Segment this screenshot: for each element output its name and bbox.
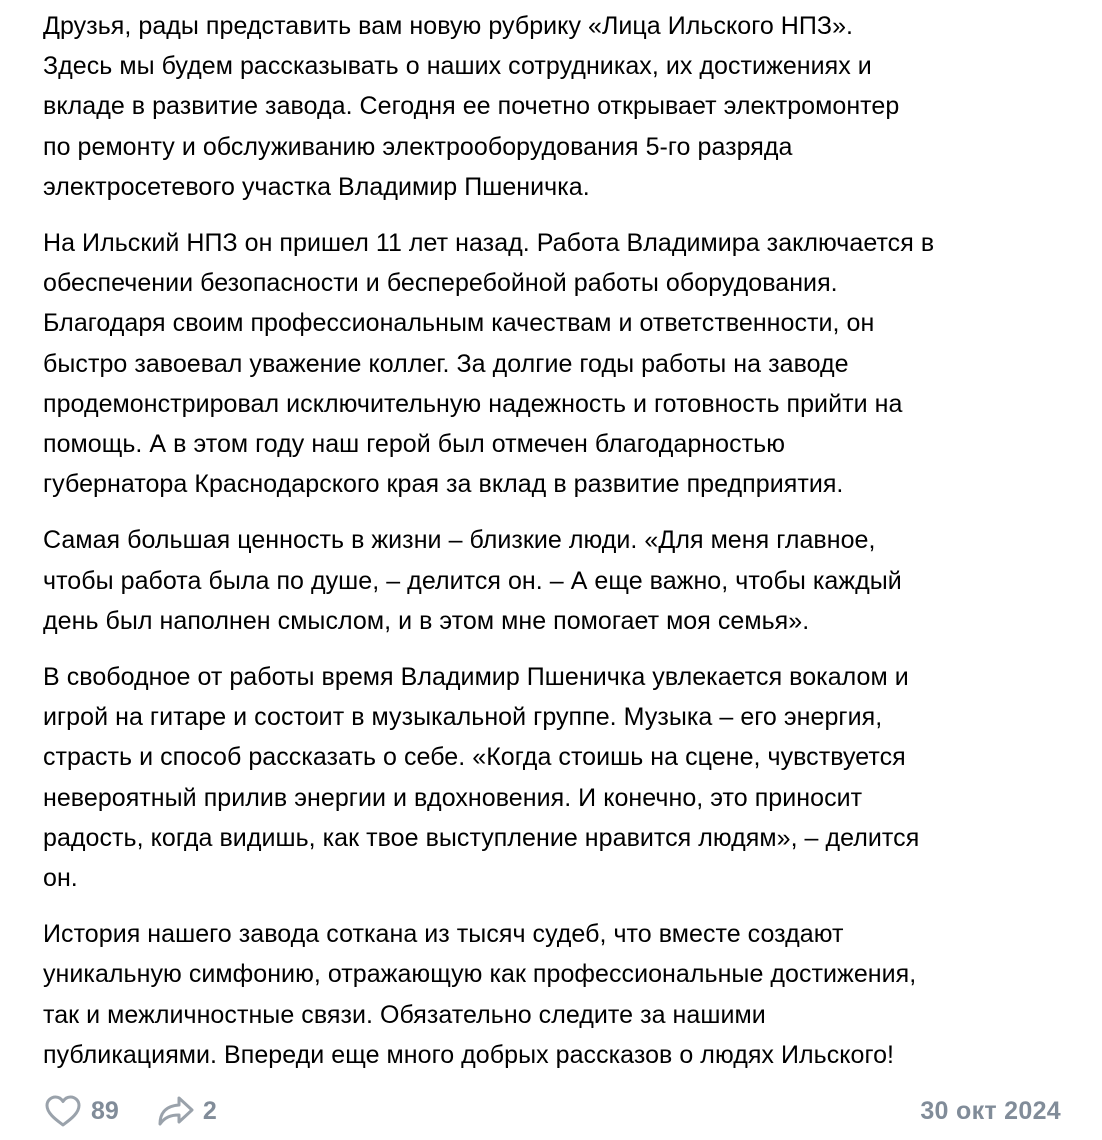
post-date[interactable]: 30 окт 2024: [920, 1096, 1061, 1125]
text-line: он.: [43, 864, 78, 893]
like-count: 89: [91, 1096, 119, 1125]
text-line: вкладе в развитие завода. Сегодня ее почетно открывает электромонтер: [43, 92, 900, 121]
text-line: помощь. А в этом году наш герой был отмечен благодарностью: [43, 430, 786, 459]
text-line: Благодаря своим профессиональным качествам и ответственности, он: [43, 309, 875, 338]
text-line: чтобы работа была по душе, – делится он. – А еще важно, чтобы каждый: [43, 566, 902, 595]
text-line: продемонстрировал исключительную надежность и готовность прийти на: [43, 389, 903, 418]
text-line: уникальную симфонию, отражающую как профессиональные достижения,: [43, 960, 917, 989]
share-button[interactable]: [155, 1091, 217, 1131]
heart-outline-icon: [43, 1091, 83, 1131]
text-line: публикациями. Впереди еще много добрых рассказов о людях Ильского!: [43, 1040, 895, 1069]
text-line: радость, когда видишь, как твое выступление нравится людям», – делится: [43, 823, 920, 852]
text-line: История нашего завода соткана из тысяч судеб, что вместе создают: [43, 920, 844, 949]
text-line: Здесь мы будем рассказывать о наших сотрудниках, их достижениях и: [43, 52, 872, 81]
text-line: обеспечении безопасности и бесперебойной работы оборудования.: [43, 269, 838, 298]
post-footer: [43, 1088, 1061, 1134]
text-line: Друзья, рады представить вам новую рубрику «Лица Ильского НПЗ».: [43, 12, 854, 40]
text-line: Самая большая ценность в жизни – близкие люди. «Для меня главное,: [43, 526, 876, 555]
text-line: страсть и способ рассказать о себе. «Когда стоишь на сцене, чувствуется: [43, 743, 906, 772]
text-line: игрой на гитаре и состоит в музыкальной группе. Музыка – его энергия,: [43, 703, 883, 732]
like-button[interactable]: [43, 1091, 119, 1131]
post-actions: [43, 1091, 253, 1131]
text-line: На Ильский НПЗ он пришел 11 лет назад. Работа Владимира заключается в: [43, 229, 935, 258]
share-arrow-icon: [155, 1091, 195, 1131]
post: [43, 6, 1073, 1091]
paragraph-hobbies: [43, 657, 1073, 898]
paragraph-closing: [43, 914, 1073, 1075]
text-line: В свободное от работы время Владимир Пшеничка увлекается вокалом и: [43, 663, 909, 692]
share-count: 2: [202, 1096, 217, 1125]
text-line: день был наполнен смыслом, и в этом мне помогает моя семья».: [43, 606, 810, 635]
post-text: [43, 6, 1073, 1075]
text-line: так и межличностные связи. Обязательно следите за нашими: [43, 1000, 766, 1029]
text-line: электросетевого участка Владимир Пшеничка.: [43, 172, 590, 201]
text-line: невероятный прилив энергии и вдохновения. И конечно, это приносит: [43, 783, 863, 812]
paragraph-values: [43, 520, 1073, 641]
text-line: по ремонту и обслуживанию электрооборудования 5-го разряда: [43, 132, 793, 161]
text-line: быстро завоевал уважение коллег. За долгие годы работы на заводе: [43, 349, 849, 378]
paragraph-intro: [43, 6, 1073, 207]
paragraph-career: [43, 223, 1073, 504]
text-line: губернатора Краснодарского края за вклад в развитие предприятия.: [43, 470, 844, 499]
